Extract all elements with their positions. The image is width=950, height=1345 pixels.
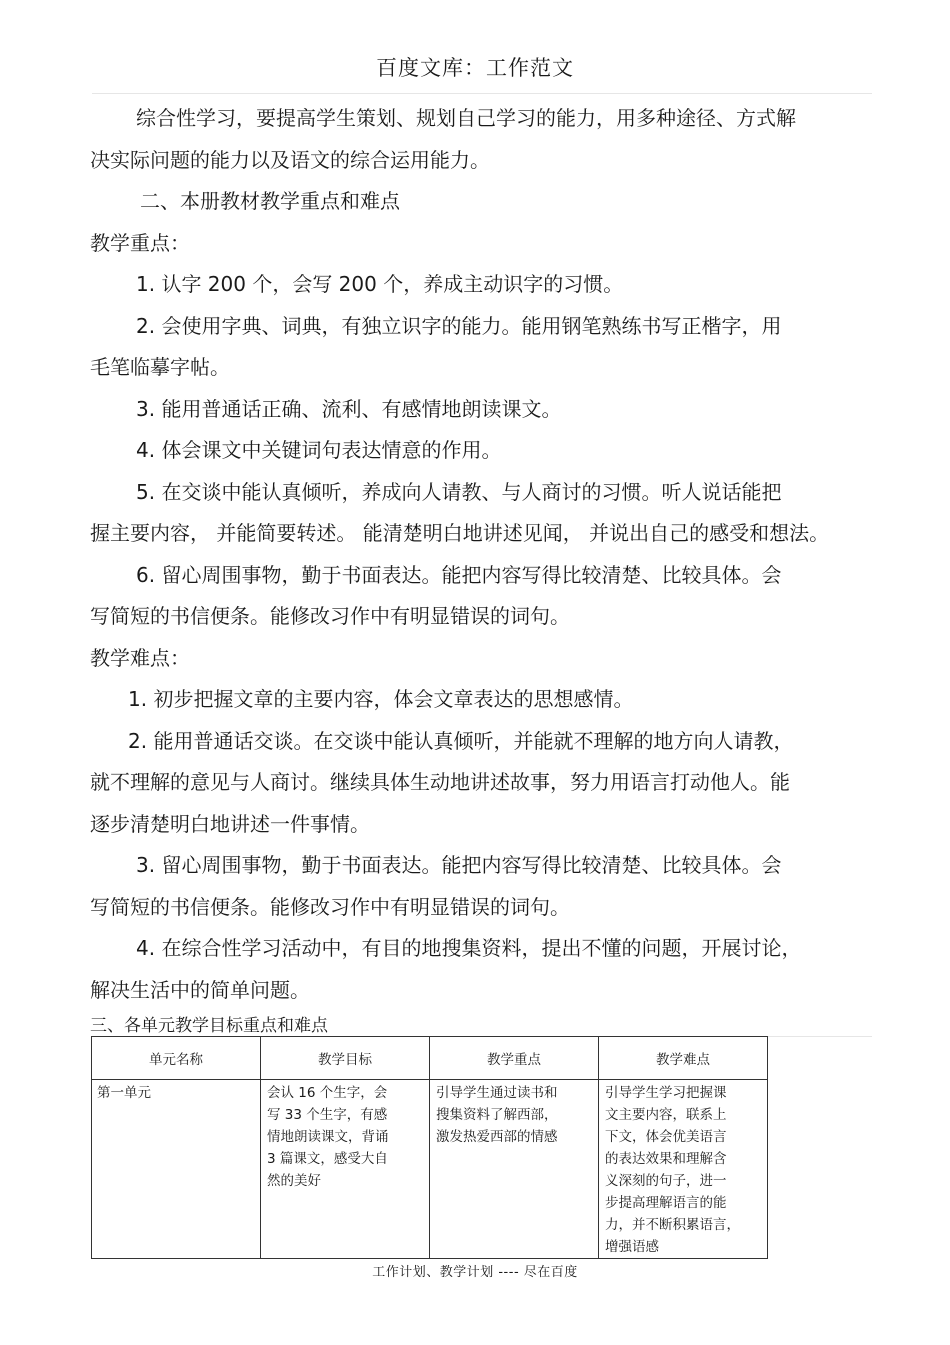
difficulty-item-continued: 就不理解的意见与人商讨。继续具体生动地讲述故事，努力用语言打动他人。能 [90,770,790,794]
goal-cell [261,1080,430,1259]
key-point-item: 5. 在交谈中能认真倾听，养成向人请教、与人商讨的习惯。听人说话能把 [136,479,782,504]
difficulty-text: 引导学生学习把握课 文主要内容，联系上 下文，体会优美语言 的表达效果和理解含 义深刻的句子，进一 步提高理解语言的能 力，并不断积累语言， 增强语感 [605,1085,740,1255]
difficulty-item: 3. 留心周围事物，勤于书面表达。能把内容写得比较清楚、比较具体。会 [136,853,782,877]
section-heading: 三、各单元教学目标重点和难点 [90,1016,328,1036]
key-point-item: 6. 留心周围事物，勤于书面表达。能把内容写得比较清楚、比较具体。会 [136,562,782,587]
key-points-label: 教学重点： [90,230,190,255]
difficulties-label: 教学难点： [90,645,190,670]
difficulty-item: 4. 在综合性学习活动中，有目的地搜集资料，提出不懂的问题，开展讨论， [136,936,802,960]
difficulty-cell [599,1080,768,1259]
page-header-title: 百度文库：工作范文 [376,56,574,80]
difficulty-item-continued: 逐步清楚明白地讲述一件事情。 [90,811,370,836]
unit-goals-table [91,1036,768,1259]
difficulty-item: 1. 初步把握文章的主要内容，体会文章表达的思想感情。 [128,687,634,711]
difficulty-item-continued: 解决生活中的简单问题。 [90,977,310,1002]
column-header-goal: 教学目标 [261,1037,430,1080]
table-header-row [92,1037,768,1080]
key-point-item-continued: 写简短的书信便条。能修改习作中有明显错误的词句。 [90,604,570,628]
key-text: 引导学生通过读书和 搜集资料了解西部， 激发热爱西部的情感 [436,1085,558,1145]
goal-text: 会认 16 个生字，会 写 33 个生字，有感 情地朗读课文，背诵 3 篇课文，感受大自 然的美好 [267,1085,389,1189]
section-heading: 二、本册教材教学重点和难点 [140,189,400,213]
table-row [92,1080,768,1259]
document-body [90,98,870,1041]
intro-paragraph-line: 综合性学习，要提高学生策划、规划自己学习的能力，用多种途径、方式解 [136,106,796,130]
intro-paragraph-line: 决实际问题的能力以及语文的综合运用能力。 [90,147,490,172]
unit-name: 第一单元 [97,1085,151,1101]
key-point-item: 1. 认字 200 个，会写 200 个，养成主动识字的习惯。 [136,272,624,296]
key-point-item-continued: 毛笔临摹字帖。 [90,355,230,379]
difficulty-item: 2. 能用普通话交谈。在交谈中能认真倾听，并能就不理解的地方向人请教， [128,728,794,753]
page-footer: 工作计划、教学计划 ---- 尽在百度 [372,1265,578,1280]
key-point-item-continued: 握主要内容， 并能简要转述。 能清楚明白地讲述见闻， 并说出自己的感受和想法。 [90,521,830,545]
key-point-item: 3. 能用普通话正确、流利、有感情地朗读课文。 [136,396,562,421]
column-header-difficulty: 教学难点 [599,1037,768,1080]
column-header-unit: 单元名称 [92,1037,261,1080]
key-cell [430,1080,599,1259]
unit-name-cell [92,1080,261,1259]
difficulty-item-continued: 写简短的书信便条。能修改习作中有明显错误的词句。 [90,894,570,919]
key-point-item: 2. 会使用字典、词典，有独立识字的能力。能用钢笔熟练书写正楷字，用 [136,313,782,338]
column-header-key: 教学重点 [430,1037,599,1080]
header-divider [92,93,872,94]
key-point-item: 4. 体会课文中关键词句表达情意的作用。 [136,438,502,462]
